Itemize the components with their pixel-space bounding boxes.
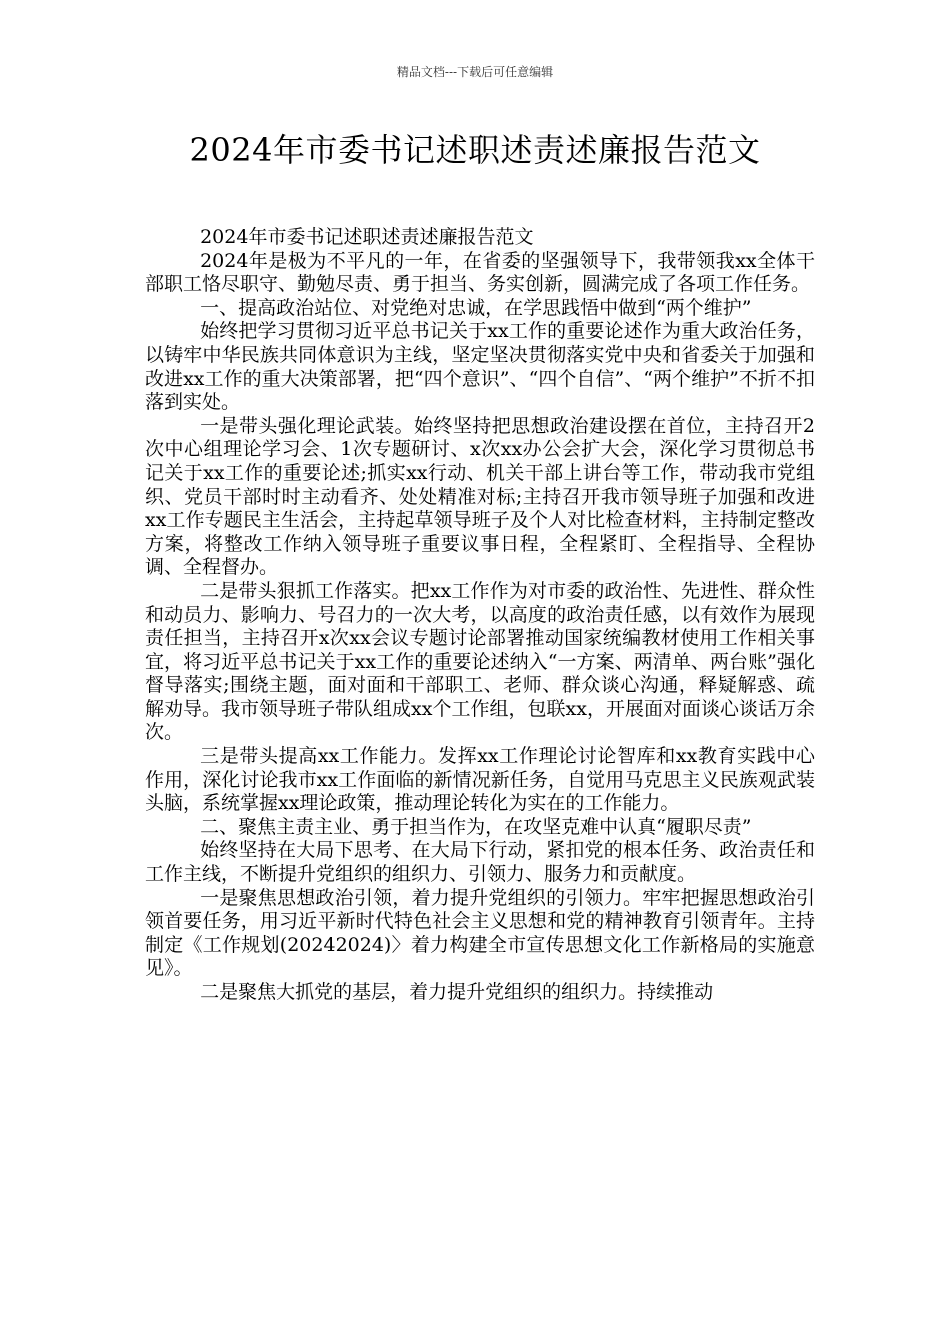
paragraph: 一是聚焦思想政治引领，着力提升党组织的引领力。牢牢把握思想政治引领首要任务，用习近平新时代特色社会主义思想和党的精神教育引领青年。主持制定《工作规划(20242024)〉着力构建全市宣传思想文化工作新格局的实施意见》。 xyxy=(145,886,815,980)
paragraph: 始终坚持在大局下思考、在大局下行动，紧扣党的根本任务、政治责任和工作主线，不断提升党组织的组织力、引领力、服务力和贡献度。 xyxy=(145,839,815,886)
paragraph: 一是带头强化理论武装。始终坚持把思想政治建设摆在首位，主持召开2次中心组理论学习会、1次专题研讨、x次xx办公会扩大会，深化学习贯彻总书记关于xx工作的重要论述;抓实xx行动、机关干部上讲台等工作，带动我市党组织、党员干部时时主动看齐、处处精准对标;主持召开我市领导班子加强和改进xx工作专题民主生活会，主持起草领导班子及个人对比检查材料，主持制定整改方案，将整改工作纳入领导班子重要议事日程，全程紧盯、全程指导、全程协调、全程督办。 xyxy=(145,414,815,579)
document-title: 2024年市委书记述职述责述廉报告范文 xyxy=(189,131,761,169)
document-body xyxy=(145,226,815,1005)
paragraph-intro: 2024年是极为不平凡的一年，在省委的坚强领导下，我带领我xx全体干部职工恪尽职守、勤勉尽责、勇于担当、务实创新，圆满完成了各项工作任务。 xyxy=(145,249,815,296)
section-heading-1: 一、提高政治站位、对党绝对忠诚，在学思践悟中做到“两个维护” xyxy=(200,296,752,319)
section-heading-2: 二、聚焦主责主业、勇于担当作为，在攻坚克难中认真“履职尽责” xyxy=(200,815,752,838)
paragraph: 始终把学习贯彻习近平总书记关于xx工作的重要论述作为重大政治任务，以铸牢中华民族共同体意识为主线，坚定坚决贯彻落实党中央和省委关于加强和改进xx工作的重大决策部署，把“四个意识”、“四个自信”、“两个维护”不折不扣落到实处。 xyxy=(145,320,815,414)
body-subtitle: 2024年市委书记述职述责述廉报告范文 xyxy=(200,226,534,248)
paragraph: 三是带头提高xx工作能力。发挥xx工作理论讨论智库和xx教育实践中心作用，深化讨论我市xx工作面临的新情况新任务，自觉用马克思主义民族观武装头脑，系统掌握xx理论政策，推动理论转化为实在的工作能力。 xyxy=(145,745,815,815)
paragraph: 二是带头狠抓工作落实。把xx工作作为对市委的政治性、先进性、群众性和动员力、影响力、号召力的一次大考，以高度的政治责任感，以有效作为展现责任担当，主持召开x次xx会议专题讨论部署推动国家统编教材使用工作相关事宜，将习近平总书记关于xx工作的重要论述纳入“一方案、两清单、两台账”强化督导落实;围绕主题，面对面和干部职工、老师、群众谈心沟通，释疑解惑、疏解劝导。我市领导班子带队组成xx个工作组，包联xx，开展面对面谈心谈话万余次。 xyxy=(145,579,815,744)
page-header-note: 精品文档---下载后可任意编辑 xyxy=(396,65,554,79)
paragraph: 二是聚焦大抓党的基层，着力提升党组织的组织力。持续推动 xyxy=(200,981,714,1003)
